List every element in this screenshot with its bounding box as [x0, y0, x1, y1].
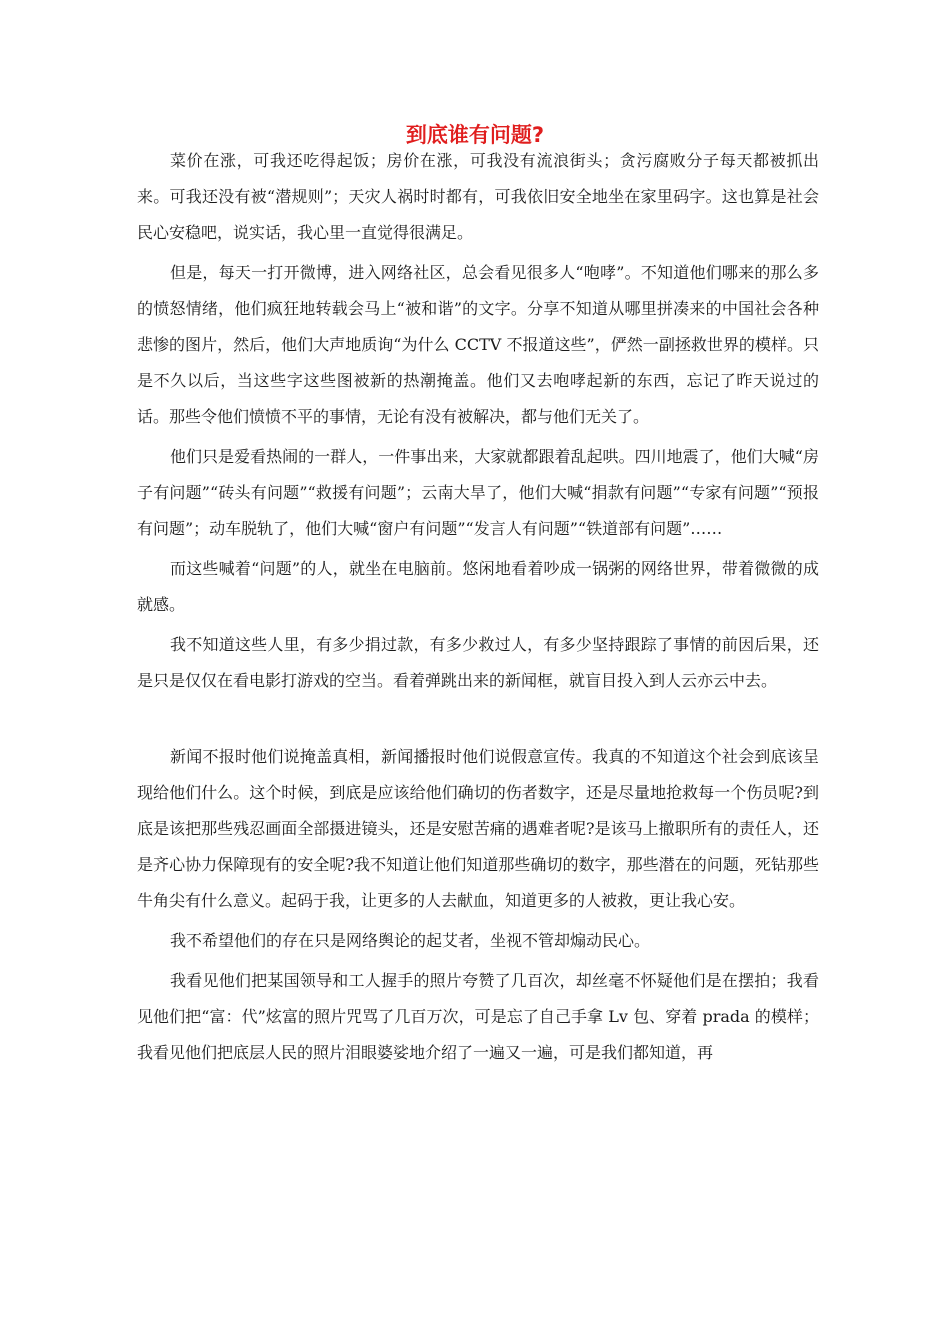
document-title: 到底谁有问题?	[405, 123, 545, 147]
paragraph: 菜价在涨，可我还吃得起饭；房价在涨，可我没有流浪街头；贪污腐败分子每天都被抓出来。可我还没有被“潜规则”；天灾人祸时时都有，可我依旧安全地坐在家里码字。这也算是社会民心安稳吧，说实话，我心里一直觉得很满足。	[137, 151, 819, 242]
paragraph: 我不希望他们的存在只是网络舆论的起艾者，坐视不管却煽动民心。	[170, 931, 651, 950]
paragraph: 但是，每天一打开微博，进入网络社区，总会看见很多人“咆哮”。不知道他们哪来的那么多的愤怒情绪，他们疯狂地转载会马上“被和谐”的文字。分享不知道从哪里拼凑来的中国社会各种悲惨的图片，然后，他们大声地质询“为什么 CCTV 不报道这些”，俨然一副拯救世界的模样。只是不久以后，当这些字这些图被新的热潮掩盖。他们又去咆哮起新的东西，忘记了昨天说过的话。那些令他们愤愤不平的事情，无论有没有被解决，都与他们无关了。	[137, 263, 819, 426]
paragraph: 他们只是爱看热闹的一群人，一件事出来，大家就都跟着乱起哄。四川地震了，他们大喊“房子有问题”“砖头有问题”“救援有问题”；云南大旱了，他们大喊“捐款有问题”“专家有问题”“预报有问题”；动车脱轨了，他们大喊“窗户有问题”“发言人有问题”“铁道部有问题”……	[137, 447, 819, 538]
paragraph: 我看见他们把某国领导和工人握手的照片夸赞了几百次，却丝毫不怀疑他们是在摆拍；我看见他们把“富：代”炫富的照片咒骂了几百万次，可是忘了自己手拿 Lv 包、穿着 prada 的模样；我看见他们把底层人民的照片泪眼婆娑地介绍了一遍又一遍，可是我们都知道，再	[137, 971, 819, 1062]
paragraph: 新闻不报时他们说掩盖真相，新闻播报时他们说假意宣传。我真的不知道这个社会到底该呈现给他们什么。这个时候，到底是应该给他们确切的伤者数字，还是尽量地抢救每一个伤员呢?到底是该把那些残忍画面全部摄进镜头，还是安慰苦痛的遇难者呢?是该马上撤职所有的责任人，还是齐心协力保障现有的安全呢?我不知道让他们知道那些确切的数字，那些潜在的问题，死钻那些牛角尖有什么意义。起码于我，让更多的人去献血，知道更多的人被救，更让我心安。	[137, 747, 819, 910]
document-body	[137, 143, 819, 1075]
paragraph: 而这些喊着“问题”的人，就坐在电脑前。悠闲地看着吵成一锅粥的网络世界，带着微微的成就感。	[137, 559, 819, 614]
paragraph: 我不知道这些人里，有多少捐过款，有多少救过人，有多少坚持跟踪了事情的前因后果，还是只是仅仅在看电影打游戏的空当。看着弹跳出来的新闻框，就盲目投入到人云亦云中去。	[137, 635, 819, 690]
